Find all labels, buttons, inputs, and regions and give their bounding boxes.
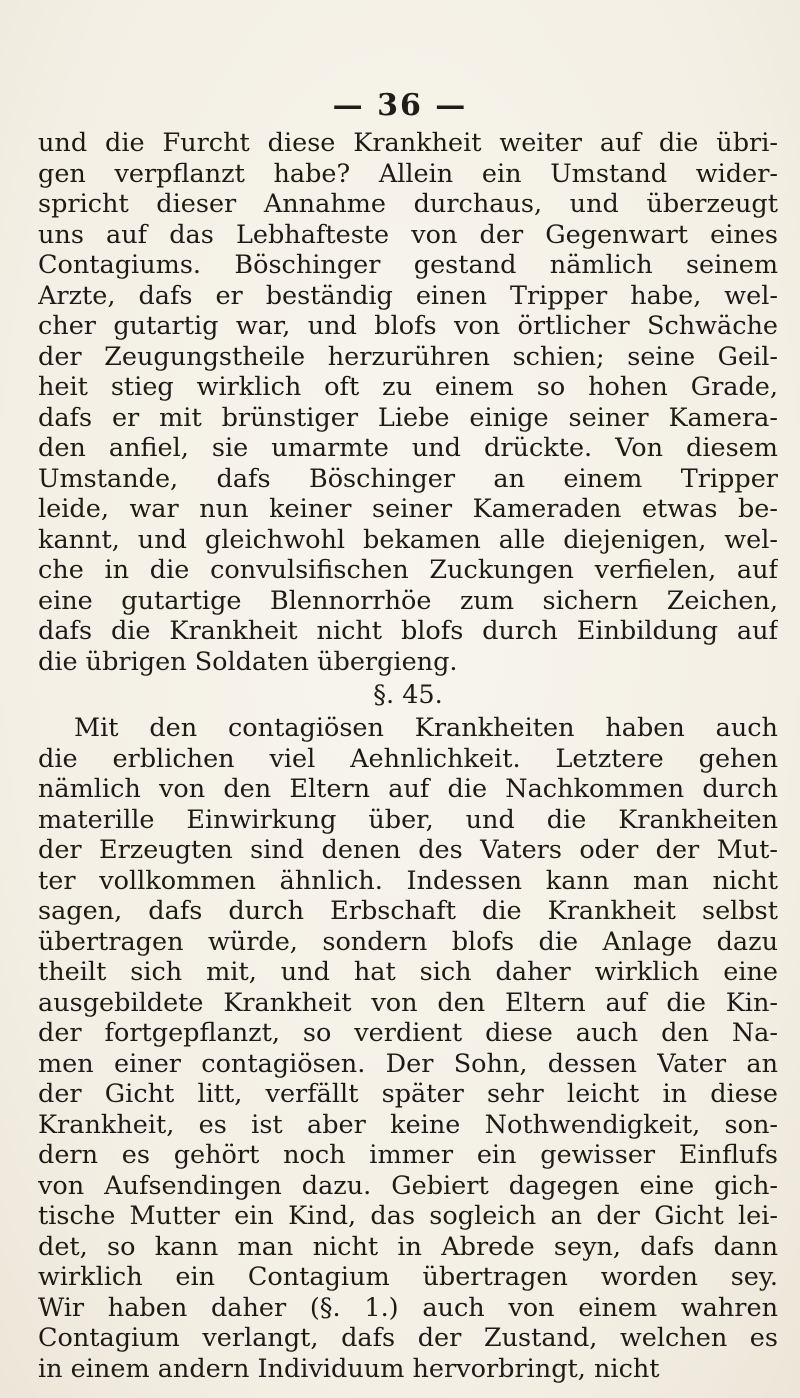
text-line: heit stieg wirklich oft zu einem so hohen Grade,: [38, 372, 778, 402]
text-line: men einer contagiösen. Der Sohn, dessen Vater an: [38, 1048, 778, 1079]
page-number-header: — 36 —: [332, 88, 468, 123]
text-line: Arzte, dafs er beständig einen Tripper habe, wel-: [38, 280, 778, 311]
paragraph-1: [38, 128, 778, 677]
text-line: dern es gehört noch immer ein gewisser Einflufs: [38, 1140, 778, 1170]
text-block: [38, 128, 778, 1384]
text-line: Umstande, dafs Böschinger an einem Tripper: [38, 463, 778, 494]
text-line: den anfiel, sie umarmte und drückte. Von diesem: [38, 433, 778, 463]
paragraph-2: [38, 713, 778, 1384]
text-line: uns auf das Lebhafteste von der Gegenwart eines: [38, 219, 778, 250]
text-line: che in die convulsifischen Zuckungen verfielen, auf: [38, 555, 778, 585]
text-line: in einem andern Individuum hervorbringt, nicht: [38, 1353, 660, 1384]
text-line: Contagium verlangt, dafs der Zustand, welchen es: [38, 1323, 778, 1353]
text-line: Mit den contagiösen Krankheiten haben auch: [74, 713, 778, 743]
text-line: cher gutartig war, und blofs von örtlicher Schwäche: [38, 311, 778, 341]
text-line: eine gutartige Blennorrhöe zum sichern Zeichen,: [38, 585, 778, 616]
text-line: übertragen würde, sondern blofs die Anlage dazu: [38, 926, 778, 957]
text-line: kannt, und gleichwohl bekamen alle diejenigen, wel-: [38, 524, 778, 555]
text-line: ter vollkommen ähnlich. Indessen kann man nicht: [38, 865, 778, 896]
text-line: der fortgepflanzt, so verdient diese auch den Na-: [38, 1018, 778, 1048]
text-line: det, so kann man nicht in Abrede seyn, dafs dann: [38, 1231, 778, 1262]
section-heading: §. 45.: [373, 680, 443, 710]
text-line: und die Furcht diese Krankheit weiter auf die übri-: [38, 128, 778, 158]
text-line: die übrigen Soldaten übergieng.: [38, 646, 458, 677]
text-line: die erblichen viel Aehnlichkeit. Letztere gehen: [38, 743, 778, 774]
text-line: der Zeugungstheile herzurühren schien; seine Geil-: [38, 341, 778, 372]
text-line: dafs er mit brünstiger Liebe einige seiner Kamera-: [38, 402, 778, 433]
text-line: theilt sich mit, und hat sich daher wirklich eine: [38, 957, 778, 987]
text-line: Wir haben daher (§. 1.) auch von einem wahren: [38, 1292, 778, 1323]
text-line: spricht dieser Annahme durchaus, und überzeugt: [38, 189, 778, 219]
text-line: dafs die Krankheit nicht blofs durch Einbildung auf: [38, 616, 778, 646]
text-line: materille Einwirkung über, und die Krankheiten: [38, 804, 778, 835]
text-line: ausgebildete Krankheit von den Eltern auf die Kin-: [38, 987, 778, 1018]
text-line: nämlich von den Eltern auf die Nachkommen durch: [38, 774, 778, 804]
text-line: tische Mutter ein Kind, das sogleich an der Gicht lei-: [38, 1201, 778, 1231]
text-line: gen verpflanzt habe? Allein ein Umstand wider-: [38, 158, 778, 189]
text-line: Contagiums. Böschinger gestand nämlich seinem: [38, 250, 778, 280]
text-line: leide, war nun keiner seiner Kameraden etwas be-: [38, 494, 778, 524]
text-line: der Erzeugten sind denen des Vaters oder der Mut-: [38, 835, 778, 865]
text-line: von Aufsendingen dazu. Gebiert dagegen eine gich-: [38, 1170, 778, 1201]
text-line: Krankheit, es ist aber keine Nothwendigkeit, son-: [38, 1109, 778, 1140]
text-line: sagen, dafs durch Erbschaft die Krankheit selbst: [38, 896, 778, 926]
text-line: der Gicht litt, verfällt später sehr leicht in diese: [38, 1079, 778, 1109]
text-line: wirklich ein Contagium übertragen worden sey.: [38, 1262, 778, 1292]
